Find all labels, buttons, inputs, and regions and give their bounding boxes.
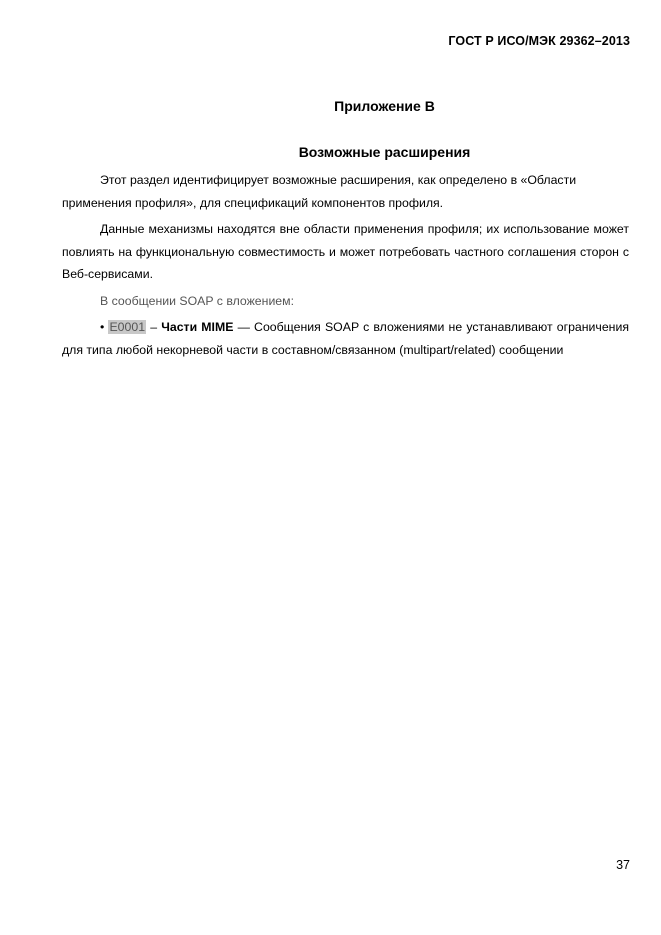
- bullet: •: [100, 320, 105, 334]
- extension-code: E0001: [109, 320, 146, 334]
- standard-header: ГОСТ Р ИСО/МЭК 29362–2013: [448, 34, 630, 48]
- appendix-title: Приложение В: [334, 98, 435, 114]
- section-title: Возможные расширения: [298, 144, 471, 160]
- paragraph-mechanisms: Данные механизмы находятся вне области применения профиля; их использование может повлиять на функциональную совместимость и может потребовать частного соглашения сторон с Веб-сервисами.: [62, 222, 629, 281]
- page-number: 37: [616, 858, 630, 872]
- paragraph-soap-attachments: В сообщении SOAP с вложением:: [100, 293, 295, 308]
- extension-description: — Сообщения SOAP с вложениями не устанавливают ограничения для типа любой некорневой части в составном/связанном (multipart/related) сообщении: [62, 320, 629, 357]
- en-dash: –: [150, 320, 158, 334]
- document-body: [62, 169, 629, 365]
- extension-term: Части MIME: [161, 320, 234, 334]
- paragraph-scope: Этот раздел идентифицирует возможные расширения, как определено в «Области применения профиля», для спецификаций компонентов профиля.: [62, 173, 577, 210]
- paragraph-extension-e0001: [62, 316, 629, 361]
